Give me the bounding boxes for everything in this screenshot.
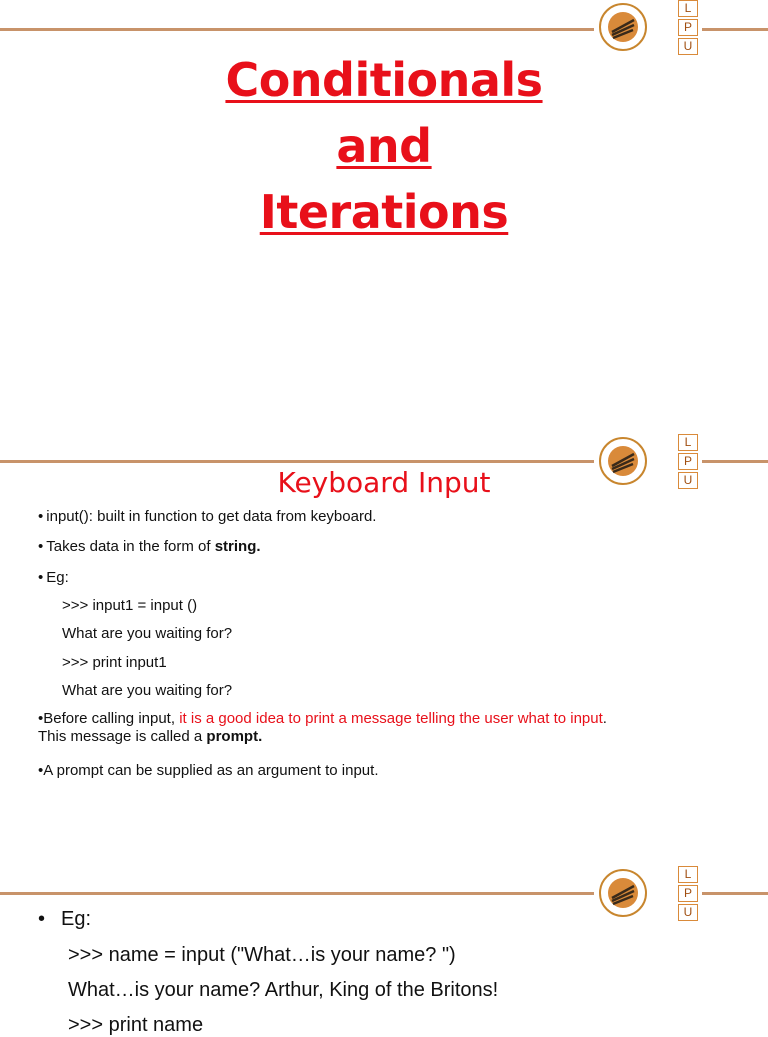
lpu-logo [598,866,693,922]
slide-2 [0,432,768,852]
lpu-letters [678,866,700,923]
slide-title: Keyboard Input [277,466,491,499]
header-rule-right [702,892,768,895]
university-seal-icon [598,868,648,918]
bullet-item: •A prompt can be supplied as an argument to input. [38,762,379,779]
bullet-item: • Eg: [38,569,69,586]
logo-letter: U [678,904,698,921]
code-line: >>> print name [68,1014,204,1036]
header-rule-right [702,460,768,463]
header-rule [0,892,594,895]
title-line: Conditionals [225,53,543,107]
bullet-item: •Before calling input, it is a good idea to print a message telling the user what to input. This message is called a prompt. [38,710,607,745]
code-line: What are you waiting for? [62,625,233,642]
logo-letter: L [678,434,698,451]
logo-letter: P [678,885,698,902]
logo-letter: L [678,866,698,883]
logo-letter: U [678,472,698,489]
code-line: What are you waiting for? [62,682,233,699]
bullet-item: • Eg: [38,908,92,930]
header-rule [0,460,594,463]
header-rule [0,28,594,31]
logo-letter: P [678,453,698,470]
bullet-item: • Takes data in the form of string. [38,538,261,555]
title-line: and [336,118,432,173]
university-seal-icon [598,2,648,52]
code-line: What…is your name? Arthur, King of the Britons! [68,979,499,1001]
title-line: Iterations [259,184,509,239]
logo-letter: P [678,19,698,36]
logo-letter: U [678,38,698,55]
logo-letter: L [678,0,698,17]
bullet-item: • input(): built in function to get data from keyboard. [38,508,377,525]
code-line: >>> name = input ("What…is your name? ") [68,944,456,966]
slide-1 [0,0,768,420]
slide-3 [0,864,768,1036]
code-line: >>> print input1 [62,654,167,671]
header-rule-right [702,28,768,31]
slide-title [0,48,768,245]
code-line: >>> input1 = input () [62,597,198,614]
